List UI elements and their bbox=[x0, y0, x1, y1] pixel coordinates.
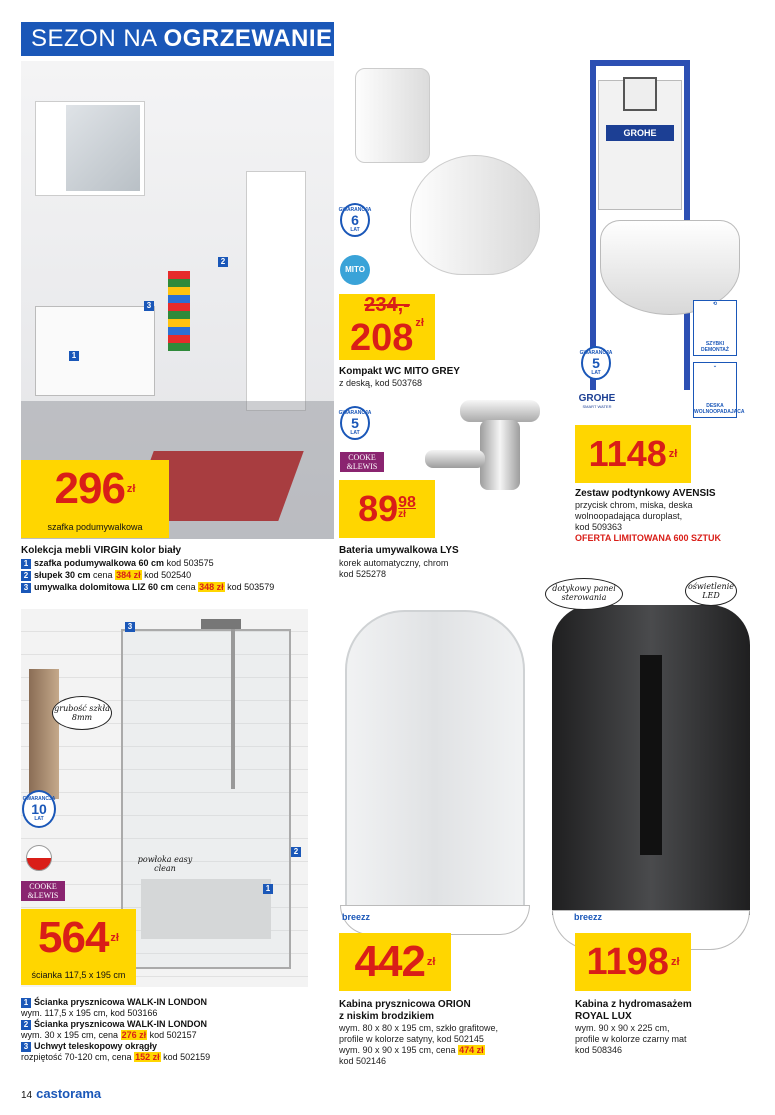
orion-price: 442 bbox=[354, 937, 425, 986]
orion-desc-line: profile w kolorze satyny, kod 502145 bbox=[339, 1034, 484, 1044]
london-item-list bbox=[21, 997, 341, 1063]
virgin-item-list bbox=[21, 557, 341, 593]
royal-desc bbox=[575, 1023, 687, 1056]
royal-currency: zł bbox=[670, 956, 680, 968]
wc-price-box bbox=[339, 294, 435, 360]
wc-old-price: 234,- bbox=[364, 294, 410, 316]
london-guarantee-top: GWARANCJA bbox=[22, 796, 56, 802]
cooke-lewis-logo bbox=[340, 452, 384, 472]
london-item-text: rozpiętość 70-120 cm, cena bbox=[21, 1052, 132, 1062]
london-guarantee-years: 10 bbox=[31, 801, 47, 817]
easy-clean-note: powłoka easy clean bbox=[137, 855, 193, 873]
avensis-price-box bbox=[575, 425, 691, 483]
london-item-line bbox=[21, 1030, 341, 1041]
lys-guarantee-badge bbox=[340, 406, 370, 440]
soft-close-sticker bbox=[693, 362, 745, 418]
royal-desc-line: profile w kolorze czarny mat bbox=[575, 1034, 687, 1044]
header-bold: OGRZEWANIE bbox=[163, 25, 333, 52]
avensis-guarantee-label: LAT bbox=[591, 370, 601, 376]
london-caption: ścianka 117,5 x 195 cm bbox=[21, 966, 136, 985]
floor-drain bbox=[141, 879, 271, 939]
cooke-lewis-logo bbox=[21, 881, 65, 901]
virgin-item-num: 2 bbox=[21, 571, 31, 581]
avensis-guarantee-badge bbox=[581, 346, 611, 380]
grohe-logo-sub: SMART WATER bbox=[582, 404, 612, 409]
soft-close-label: DESKA WOLNOOPADAJĄCA bbox=[694, 403, 745, 415]
lys-currency: zł bbox=[398, 509, 406, 520]
wc-tank bbox=[355, 68, 430, 163]
virgin-marker-2: 2 bbox=[218, 257, 228, 267]
wc-guarantee-badge bbox=[340, 203, 370, 237]
royal-desc-line: wym. 90 x 90 x 225 cm, bbox=[575, 1023, 670, 1033]
london-price: 564 bbox=[38, 912, 109, 962]
quick-release-label: SZYBKI DEMONTAŻ bbox=[701, 341, 729, 353]
london-item-title bbox=[21, 1041, 341, 1052]
touch-panel-note: dotykowy panel sterowania bbox=[545, 578, 623, 610]
orion-title-line: z niskim brodzikiem bbox=[339, 1011, 435, 1022]
wc-guarantee-label: LAT bbox=[350, 227, 360, 233]
london-item-name: Uchwyt teleskopowy okrągły bbox=[34, 1041, 158, 1051]
royal-brand: breezz bbox=[574, 912, 603, 922]
lys-price-right bbox=[398, 494, 416, 521]
wc-desc: z deską, kod 503768 bbox=[339, 378, 423, 388]
avensis-offer: OFERTA LIMITOWANA 600 SZTUK bbox=[575, 533, 722, 543]
virgin-price: 296 bbox=[54, 463, 125, 513]
lys-price-int: 89 bbox=[358, 488, 399, 529]
virgin-item-price: 348 zł bbox=[199, 582, 224, 592]
london-guarantee-badge bbox=[22, 790, 56, 828]
virgin-marker-1: 1 bbox=[69, 351, 79, 361]
royal-image bbox=[552, 595, 752, 955]
grohe-frame-label: GROHE bbox=[606, 125, 674, 141]
virgin-item-pre: cena bbox=[93, 570, 113, 580]
flush-plate bbox=[623, 77, 657, 111]
london-currency: zł bbox=[110, 931, 119, 944]
mito-logo: MITO bbox=[340, 255, 370, 285]
virgin-item-pre: cena bbox=[176, 582, 196, 592]
lys-guarantee-years: 5 bbox=[351, 415, 359, 431]
london-item-title bbox=[21, 1019, 341, 1030]
faucet-body bbox=[480, 420, 520, 490]
avensis-guarantee-years: 5 bbox=[592, 355, 600, 371]
page-footer bbox=[21, 1086, 101, 1101]
virgin-item bbox=[21, 581, 341, 593]
lys-title: Bateria umywalkowa LYS bbox=[339, 545, 459, 556]
wc-price-row bbox=[350, 317, 424, 360]
faucet-spout bbox=[425, 450, 485, 468]
virgin-item-code: kod 502540 bbox=[144, 570, 192, 580]
london-item-line: wym. 117,5 x 195 cm, kod 503166 bbox=[21, 1008, 158, 1018]
royal-title-line: Kabina z hydromasażem bbox=[575, 999, 692, 1010]
lys-desc bbox=[339, 558, 448, 580]
london-marker-1: 1 bbox=[263, 884, 273, 894]
london-item-title bbox=[21, 997, 341, 1008]
lys-desc-line: kod 525278 bbox=[339, 569, 387, 579]
cooke-lewis-logo-line1: COOKE bbox=[348, 453, 376, 462]
lys-guarantee-label: LAT bbox=[350, 430, 360, 436]
london-item-name: Ścianka prysznicowa WALK-IN LONDON bbox=[34, 997, 208, 1007]
orion-brand: breezz bbox=[342, 912, 371, 922]
avensis-price: 1148 bbox=[588, 433, 667, 474]
orion-title bbox=[339, 999, 471, 1023]
london-item-num: 3 bbox=[21, 1042, 31, 1052]
orion-currency: zł bbox=[426, 956, 436, 968]
london-marker-2: 2 bbox=[291, 847, 301, 857]
wc-image bbox=[350, 60, 550, 290]
virgin-marker-3: 3 bbox=[144, 301, 154, 311]
control-panel bbox=[640, 655, 662, 855]
orion-desc-line: wym. 80 x 80 x 195 cm, szkło grafitowe, bbox=[339, 1023, 499, 1033]
royal-title-line: ROYAL LUX bbox=[575, 1011, 632, 1022]
royal-desc-line: kod 508346 bbox=[575, 1045, 623, 1055]
virgin-item-price: 384 zł bbox=[116, 570, 141, 580]
virgin-item-code: kod 503579 bbox=[227, 582, 275, 592]
section-header bbox=[21, 22, 334, 56]
virgin-item bbox=[21, 569, 341, 581]
wc-guarantee-years: 6 bbox=[351, 212, 359, 228]
wc-price: 208 bbox=[350, 317, 414, 359]
avensis-desc-line: wolnoopadająca duroplast, bbox=[575, 511, 683, 521]
london-item-price: 276 zł bbox=[121, 1030, 147, 1040]
london-item-price: 152 zł bbox=[135, 1052, 160, 1062]
header-prefix: SEZON NA bbox=[31, 25, 157, 52]
london-marker-3: 3 bbox=[125, 622, 135, 632]
virgin-item-code: kod 503575 bbox=[166, 558, 214, 568]
lys-price-dec: 98 bbox=[398, 494, 416, 511]
royal-price-box bbox=[575, 933, 691, 991]
lys-price-box bbox=[339, 480, 435, 538]
soft-close-icon: ⌄ bbox=[712, 363, 718, 369]
orion-code2: kod 502146 bbox=[339, 1056, 387, 1066]
orion-title-line: Kabina prysznicowa ORION bbox=[339, 999, 471, 1010]
virgin-title: Kolekcja mebli VIRGIN kolor biały bbox=[21, 545, 182, 556]
virgin-price-box bbox=[21, 460, 169, 517]
grohe-logo-text: GROHE bbox=[578, 393, 616, 404]
london-item-text: wym. 30 x 195 cm, cena bbox=[21, 1030, 119, 1040]
lys-guarantee-top: GWARANCJA bbox=[338, 410, 372, 416]
quick-release-icon: ⟲ bbox=[712, 301, 718, 307]
london-item-num: 1 bbox=[21, 998, 31, 1008]
orion-price2: 474 zł bbox=[459, 1045, 484, 1055]
royal-price: 1198 bbox=[586, 940, 669, 983]
orion-desc-line bbox=[339, 1045, 498, 1056]
grohe-logo bbox=[571, 393, 623, 409]
orion-cabin bbox=[345, 610, 525, 910]
shower-head bbox=[201, 619, 241, 629]
towel-stack bbox=[168, 271, 190, 351]
vanity-unit bbox=[35, 306, 155, 396]
castorama-logo: castorama bbox=[36, 1086, 102, 1101]
wc-currency: zł bbox=[415, 317, 424, 329]
virgin-item-name: umywalka dolomitowa LIZ 60 cm bbox=[34, 582, 174, 592]
orion-price-box bbox=[339, 933, 451, 991]
lys-desc-line: korek automatyczny, chrom bbox=[339, 558, 449, 568]
glass-thickness-note: grubość szkła 8mm bbox=[52, 696, 112, 730]
tall-cabinet bbox=[246, 171, 306, 411]
orion-desc-text: wym. 90 x 90 x 195 cm, cena bbox=[339, 1045, 456, 1055]
mirror bbox=[66, 105, 140, 191]
avensis-desc-line: kod 509363 bbox=[575, 522, 623, 532]
faucet-lever bbox=[460, 400, 540, 422]
virgin-caption: szafka podumywalkowa bbox=[21, 517, 169, 538]
shower-rail bbox=[231, 629, 235, 789]
page-number: 14 bbox=[21, 1090, 33, 1101]
cooke-lewis-logo-line2: &LEWIS bbox=[346, 462, 378, 471]
wc-guarantee-top: GWARANCJA bbox=[338, 207, 372, 213]
poland-flag-icon bbox=[26, 845, 52, 871]
orion-image bbox=[340, 605, 530, 945]
avensis-desc bbox=[575, 500, 693, 533]
wc-bowl bbox=[410, 155, 540, 275]
cooke-lewis-logo-line2: &LEWIS bbox=[27, 891, 59, 900]
avensis-guarantee-top: GWARANCJA bbox=[579, 350, 613, 356]
london-item-num: 2 bbox=[21, 1020, 31, 1030]
wc-title: Kompakt WC MITO GREY bbox=[339, 366, 460, 377]
virgin-item-name: szafka podumywalkowa 60 cm bbox=[34, 558, 165, 568]
faucet-image bbox=[420, 395, 550, 495]
avensis-title: Zestaw podtynkowy AVENSIS bbox=[575, 488, 716, 499]
virgin-item bbox=[21, 557, 341, 569]
virgin-item-name: słupek 30 cm bbox=[34, 570, 91, 580]
royal-title bbox=[575, 999, 692, 1023]
orion-desc bbox=[339, 1023, 498, 1067]
london-item-code: kod 502157 bbox=[149, 1030, 197, 1040]
avensis-currency: zł bbox=[668, 448, 678, 460]
london-guarantee-label: LAT bbox=[34, 816, 44, 822]
virgin-item-num: 1 bbox=[21, 559, 31, 569]
london-item-line bbox=[21, 1052, 341, 1063]
virgin-item-num: 3 bbox=[21, 583, 31, 593]
avensis-desc-line: przycisk chrom, miska, deska bbox=[575, 500, 693, 510]
led-lighting-note: oświetlenie LED bbox=[685, 576, 737, 606]
towel bbox=[29, 669, 59, 799]
virgin-currency: zł bbox=[126, 482, 136, 495]
london-price-box bbox=[21, 909, 136, 966]
cooke-lewis-logo-line1: COOKE bbox=[29, 882, 57, 891]
quick-release-sticker bbox=[693, 300, 737, 356]
london-item-name: Ścianka prysznicowa WALK-IN LONDON bbox=[34, 1019, 208, 1029]
london-item-code: kod 502159 bbox=[163, 1052, 211, 1062]
